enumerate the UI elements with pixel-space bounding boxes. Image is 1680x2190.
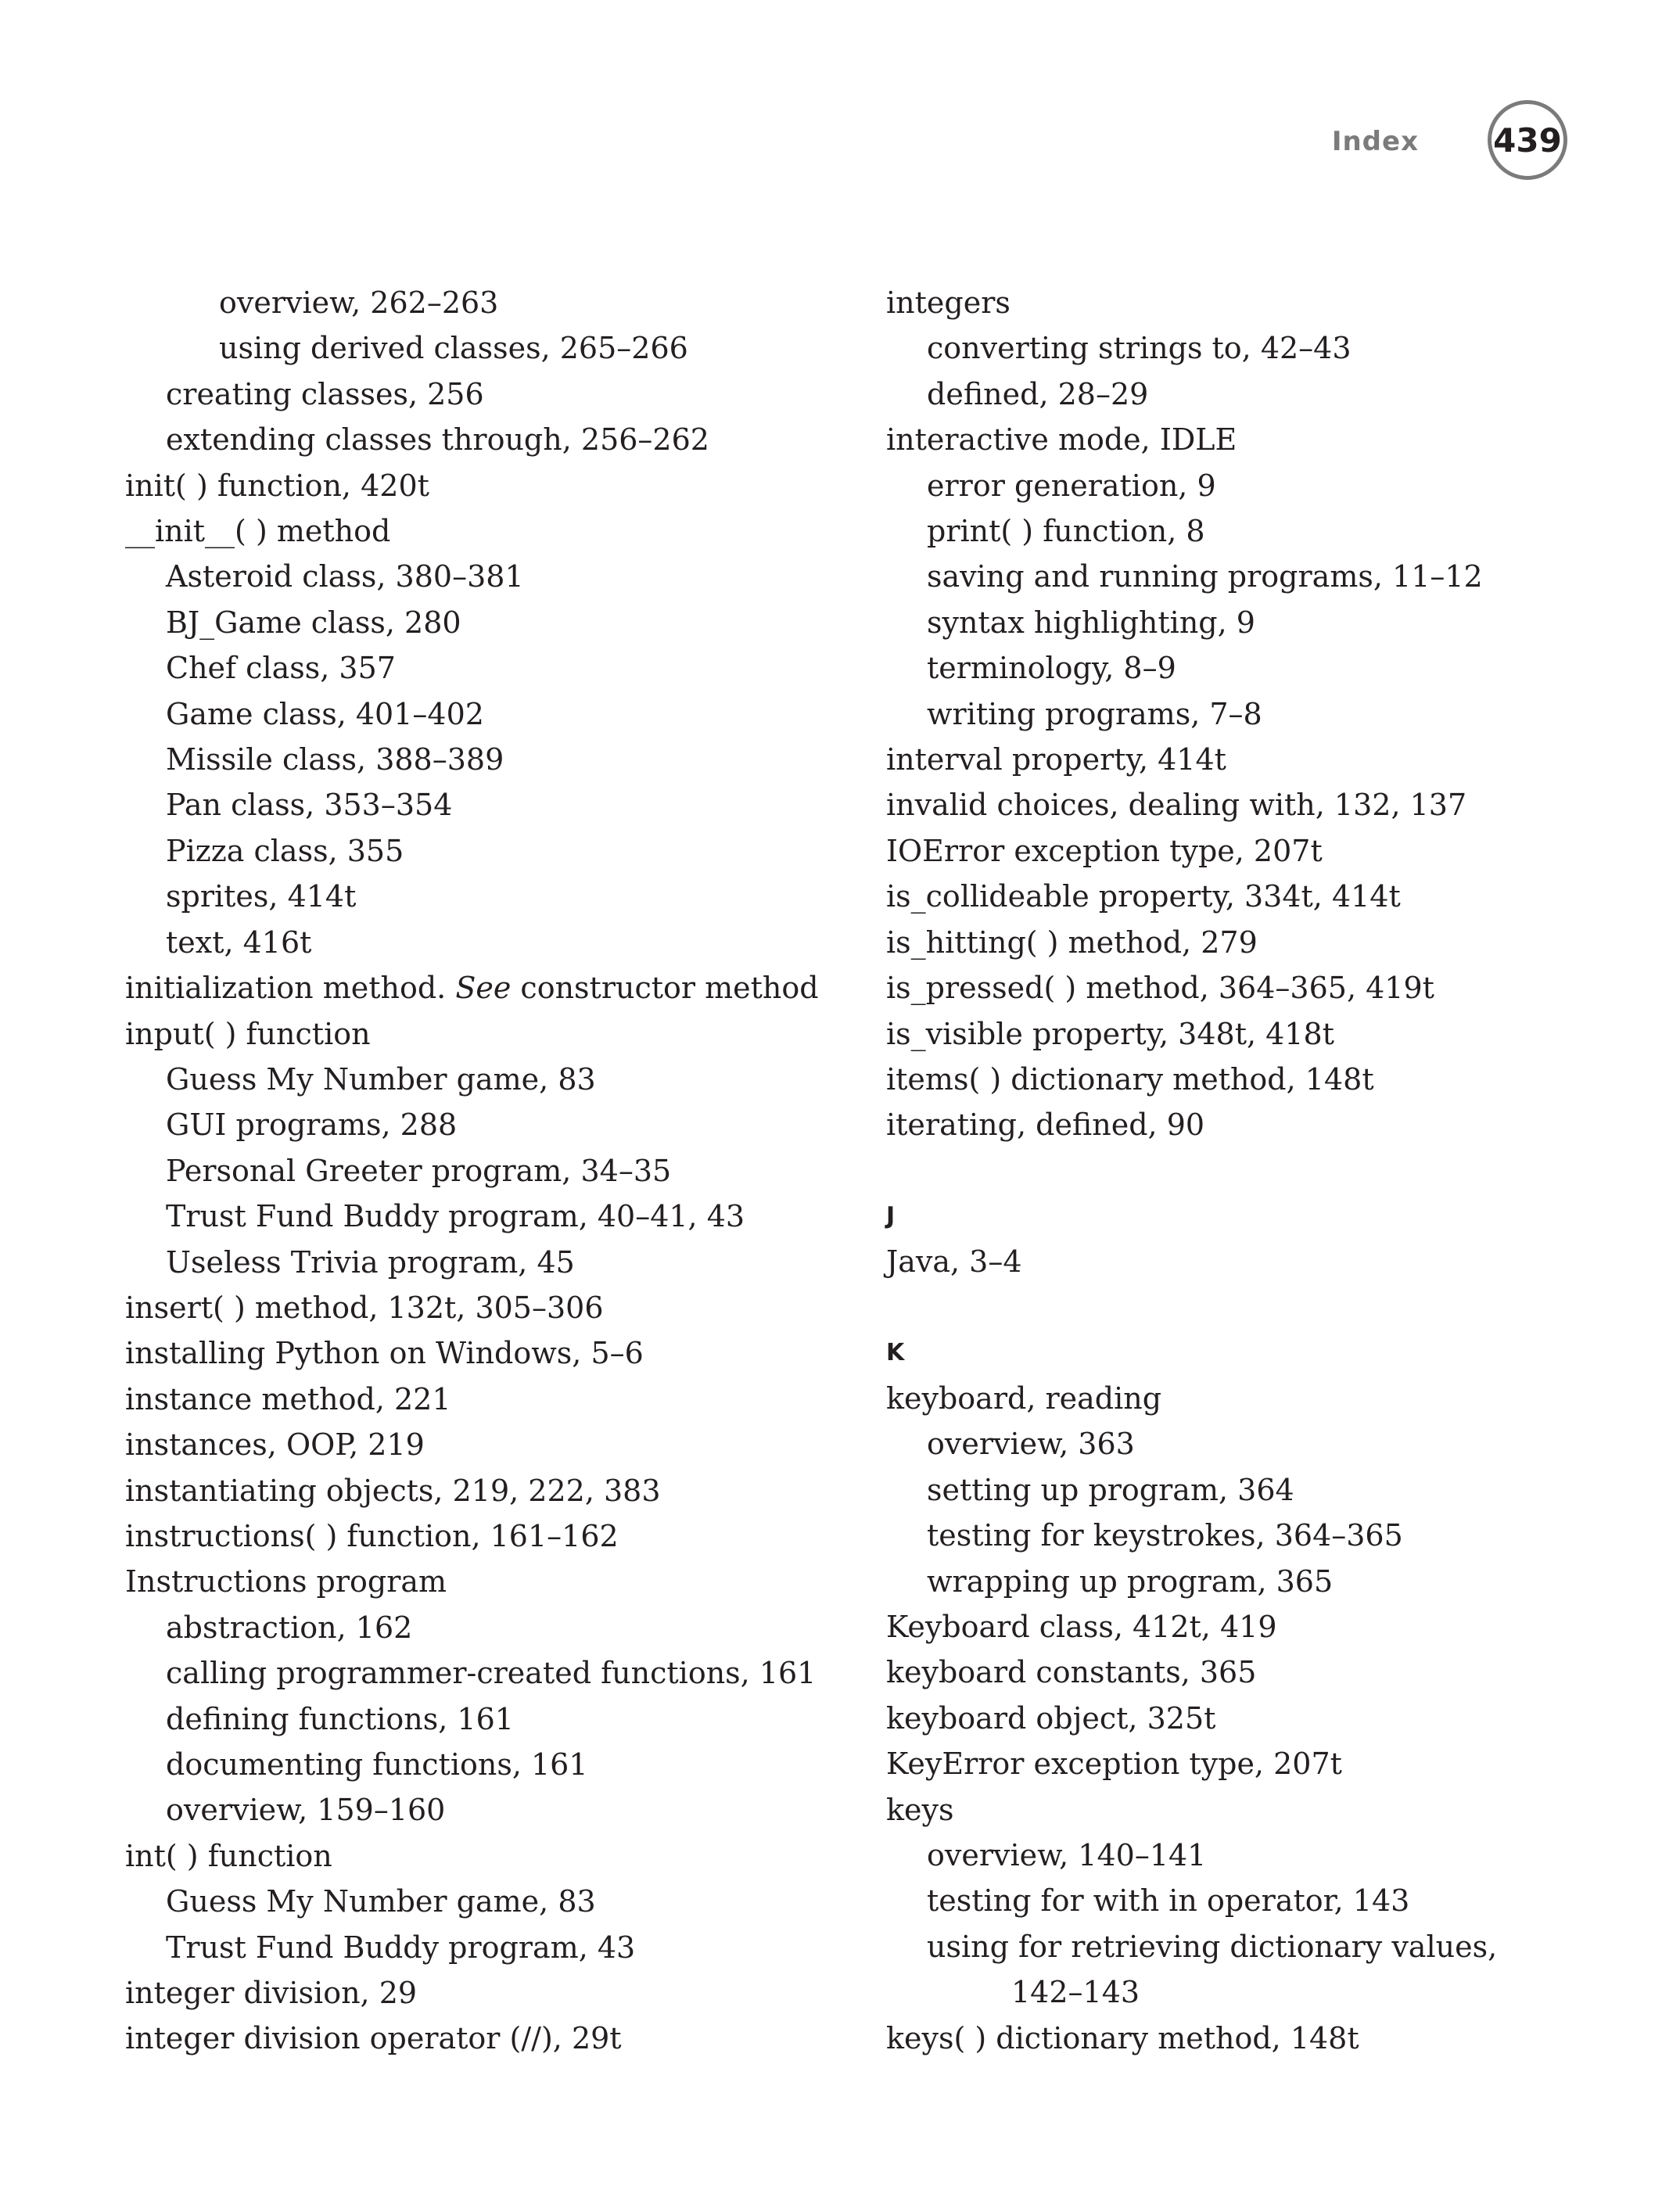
section-letter-k: K <box>886 1338 905 1366</box>
index-entry: installing Python on Windows, 5–6 <box>125 1336 644 1371</box>
index-entry: overview, 140–141 <box>927 1838 1207 1872</box>
index-entry: keyboard, reading <box>886 1380 1162 1416</box>
index-entry: is_pressed( ) method, 364–365, 419t <box>886 971 1434 1006</box>
section-letter-j: J <box>886 1201 896 1230</box>
index-entry: terminology, 8–9 <box>927 651 1176 686</box>
index-entry: Guess My Number game, 83 <box>166 1061 596 1097</box>
index-entry: Pan class, 353–354 <box>166 788 453 823</box>
index-entry: saving and running programs, 11–12 <box>927 559 1483 594</box>
index-entry: converting strings to, 42–43 <box>927 331 1352 366</box>
index-entry: wrapping up program, 365 <box>927 1564 1334 1599</box>
index-entry: calling programmer-created functions, 161 <box>166 1656 817 1691</box>
index-entry: instance method, 221 <box>125 1381 451 1416</box>
index-entry: interactive mode, IDLE <box>886 422 1237 458</box>
index-entry: Keyboard class, 412t, 419 <box>886 1609 1277 1644</box>
index-entry: Trust Fund Buddy program, 43 <box>166 1930 636 1965</box>
index-entry: overview, 363 <box>927 1427 1135 1462</box>
index-entry: documenting functions, 161 <box>166 1747 588 1782</box>
index-entry: Personal Greeter program, 34–35 <box>166 1153 672 1188</box>
index-entry: extending classes through, 256–262 <box>166 422 709 458</box>
index-entry: Pizza class, 355 <box>166 833 404 868</box>
page-number: 439 <box>1493 120 1562 160</box>
index-entry: using for retrieving dictionary values, <box>927 1929 1498 1964</box>
index-entry: Trust Fund Buddy program, 40–41, 43 <box>166 1199 745 1234</box>
index-entry: integers <box>886 285 1011 320</box>
index-entry: Missile class, 388–389 <box>166 742 504 777</box>
index-entry: integer division, 29 <box>125 1976 418 2011</box>
index-entry: defining functions, 161 <box>166 1701 514 1736</box>
entry-term: initialization method. <box>125 971 456 1006</box>
index-entry: error generation, 9 <box>927 468 1216 503</box>
index-entry: Java, 3–4 <box>886 1244 1022 1280</box>
index-entry: is_collideable property, 334t, 414t <box>886 879 1401 914</box>
index-entry: __init__( ) method <box>125 514 391 549</box>
index-entry: testing for keystrokes, 364–365 <box>927 1518 1403 1553</box>
index-entry: overview, 159–160 <box>166 1793 446 1828</box>
index-entry: testing for with in operator, 143 <box>927 1883 1410 1919</box>
index-entry: instantiating objects, 219, 222, 383 <box>125 1473 661 1508</box>
index-entry: keys( ) dictionary method, 148t <box>886 2020 1359 2055</box>
index-entry: syntax highlighting, 9 <box>927 605 1255 640</box>
index-entry: items( ) dictionary method, 148t <box>886 1061 1374 1097</box>
index-entry: is_hitting( ) method, 279 <box>886 924 1258 960</box>
index-entry: integer division operator (//), 29t <box>125 2021 622 2056</box>
see-target: constructor method <box>511 971 819 1006</box>
index-entry: keyboard constants, 365 <box>886 1655 1257 1690</box>
index-entry: sprites, 414t <box>166 879 357 914</box>
index-entry: print( ) function, 8 <box>927 514 1205 549</box>
index-entry: setting up program, 364 <box>927 1472 1294 1507</box>
index-entry: Instructions program <box>125 1564 447 1599</box>
running-head-title: Index <box>1331 126 1419 157</box>
index-entry: creating classes, 256 <box>166 376 484 411</box>
index-entry: defined, 28–29 <box>927 376 1149 411</box>
index-entry: writing programs, 7–8 <box>927 696 1262 731</box>
index-entry: IOError exception type, 207t <box>886 833 1323 868</box>
index-entry: is_visible property, 348t, 418t <box>886 1016 1334 1051</box>
index-entry: GUI programs, 288 <box>166 1108 458 1143</box>
index-entry: input( ) function <box>125 1016 371 1051</box>
index-entry: Game class, 401–402 <box>166 696 484 731</box>
index-entry: abstraction, 162 <box>166 1610 413 1645</box>
index-entry: int( ) function <box>125 1838 332 1873</box>
index-entry: init( ) function, 420t <box>125 468 429 503</box>
index-entry: Useless Trivia program, 45 <box>166 1244 575 1280</box>
index-column-left <box>125 280 845 2062</box>
index-entry: iterating, defined, 90 <box>886 1108 1205 1143</box>
running-head <box>1332 94 1567 186</box>
index-entry: instructions( ) function, 161–162 <box>125 1518 619 1553</box>
index-entry: instances, OOP, 219 <box>125 1427 425 1463</box>
see-marker: See <box>455 971 512 1006</box>
index-entry: Chef class, 357 <box>166 651 396 686</box>
index-entry: KeyError exception type, 207t <box>886 1747 1342 1782</box>
index-entry: Asteroid class, 380–381 <box>166 559 524 594</box>
index-entry: keyboard object, 325t <box>886 1700 1216 1736</box>
index-entry: invalid choices, dealing with, 132, 137 <box>886 788 1467 823</box>
page-number-badge <box>1488 100 1567 180</box>
index-entry: keys <box>886 1792 954 1827</box>
index-entry-continuation: 142–143 <box>1011 1975 1140 2010</box>
index-entry: Guess My Number game, 83 <box>166 1884 596 1919</box>
index-entry: insert( ) method, 132t, 305–306 <box>125 1290 604 1325</box>
index-entry: overview, 262–263 <box>219 285 499 320</box>
index-entry: using derived classes, 265–266 <box>219 331 688 366</box>
index-column-right <box>886 280 1606 2061</box>
index-entry: text, 416t <box>166 924 312 960</box>
index-entry: BJ_Game class, 280 <box>166 605 461 640</box>
index-entry-see-reference <box>125 965 845 1011</box>
index-entry: interval property, 414t <box>886 742 1226 777</box>
